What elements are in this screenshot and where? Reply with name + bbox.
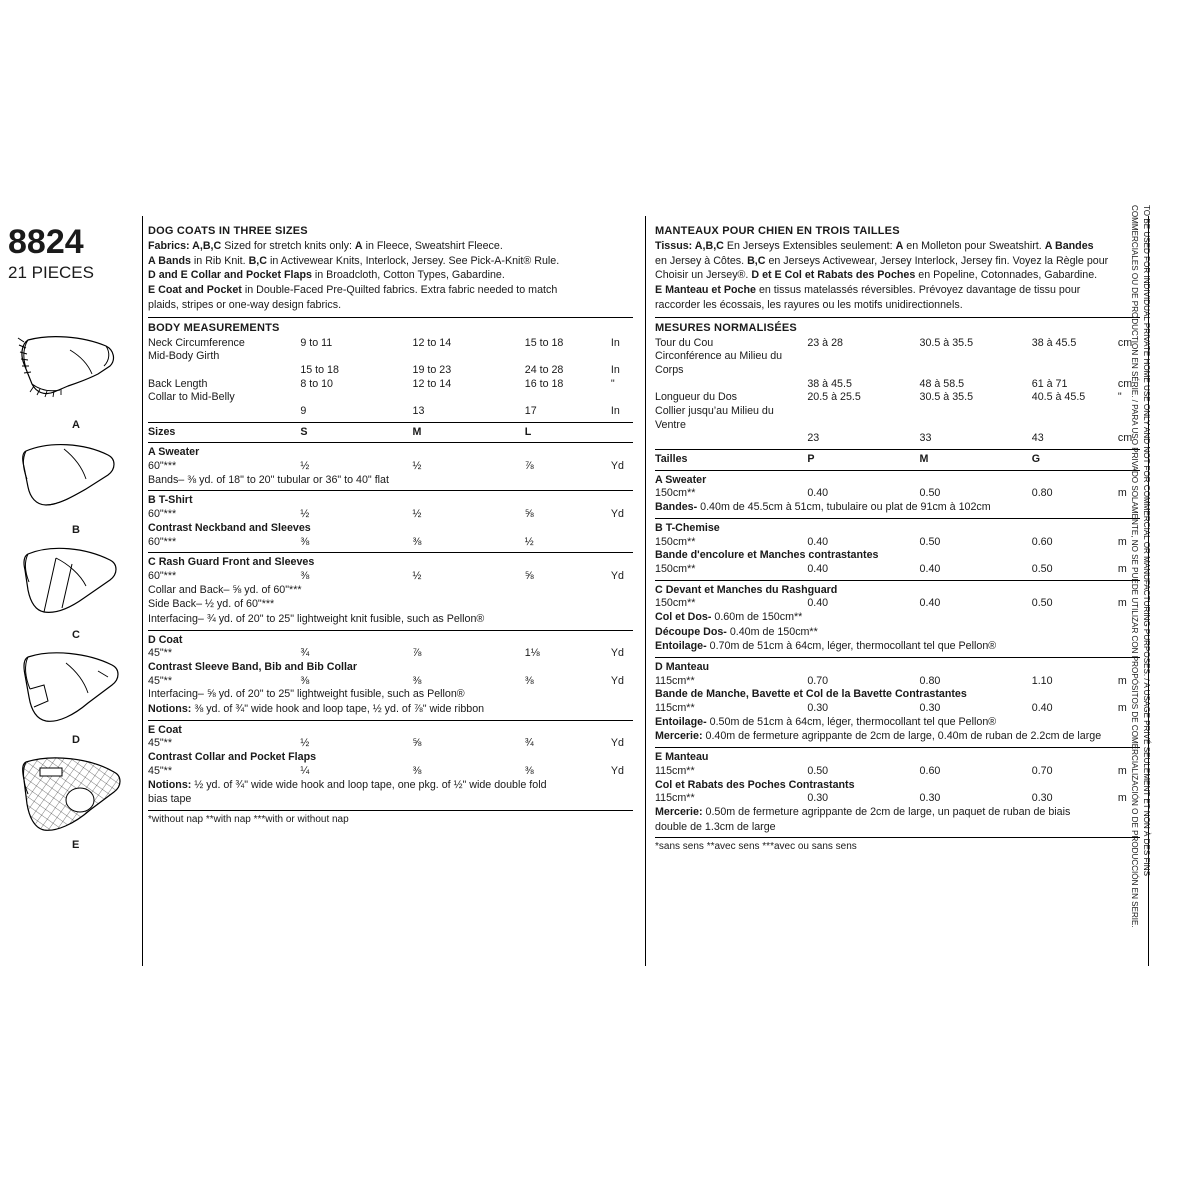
yardage-row <box>148 508 633 522</box>
meas-label: Collar to Mid-Belly <box>148 391 235 404</box>
yardage-head: B T-Shirt <box>148 494 193 507</box>
yardage-row <box>148 570 633 584</box>
fabrics-line: Tissus: A,B,C En Jerseys Extensibles seulement: A en Molleton pour Sweatshirt. A Bandes <box>655 240 1094 253</box>
rule <box>655 657 1140 658</box>
french-column <box>655 224 1140 854</box>
size-m: M <box>919 453 929 466</box>
meas-l: 16 to 18 <box>524 377 564 390</box>
english-fabrics <box>148 240 633 312</box>
size-g: G <box>1031 453 1041 466</box>
pattern-number: 8824 <box>8 223 84 261</box>
size-s: S <box>300 425 308 438</box>
table-row: Circonférence au Milieu du Corps <box>655 350 783 376</box>
size-l: L <box>524 425 532 438</box>
legal-notice <box>1126 205 1152 975</box>
yardage-head: Col et Rabats des Poches Contrastants <box>655 778 855 791</box>
table-row: 45"** ¾ ⅞ 1⅛ Yd <box>148 647 624 660</box>
notions-label: Mercerie: <box>655 730 703 743</box>
rule <box>148 630 633 631</box>
divider-left <box>142 216 143 966</box>
yardage-note: bias tape <box>148 793 192 806</box>
yardage-head: A Sweater <box>148 446 200 459</box>
divider-center <box>645 216 646 966</box>
meas-m: 12 to 14 <box>412 377 452 390</box>
meas-s: 9 to 11 <box>300 336 333 349</box>
table-row <box>148 426 633 440</box>
meas-m: 13 <box>412 405 425 418</box>
meas-unit <box>611 350 633 364</box>
rule <box>655 837 1140 838</box>
size-m: M <box>412 425 422 438</box>
meas-m: 19 to 23 <box>412 363 452 376</box>
illustration-label-e: E <box>72 839 80 851</box>
english-sizes-row <box>148 426 633 440</box>
notions-line <box>148 703 633 717</box>
table-row: Longueur du Dos 20.5 à 25.5 30.5 à 35.5 40.5 à 45.5 " <box>655 391 1122 404</box>
english-measurements-title: BODY MEASUREMENTS <box>148 321 280 334</box>
yardage-head: Contrast Collar and Pocket Flaps <box>148 751 317 764</box>
yardage-note: Bands– ⅜ yd. of 18" to 20" tubular or 36" to 40" flat <box>148 473 389 486</box>
french-fabrics <box>655 240 1140 312</box>
fabrics-line: en Jersey à Côtes. B,C en Jerseys Activewear, Jersey Interlock, Jersey fin. Voyez la Règle pour <box>655 254 1109 267</box>
meas-l: 15 to 18 <box>524 336 564 349</box>
meas-l <box>525 391 611 405</box>
notions-line <box>655 806 1140 820</box>
english-title: DOG COATS IN THREE SIZES <box>148 225 308 237</box>
illustration-a <box>10 330 140 433</box>
yardage-note: double de 1.3cm de large <box>655 820 776 833</box>
sheet <box>0 200 1200 980</box>
french-measurements-table <box>655 337 1140 447</box>
table-row <box>148 350 633 364</box>
rule <box>655 580 1140 581</box>
notions-line <box>148 779 633 793</box>
table-row: 60"*** ½ ½ ⅝ Yd <box>148 508 624 521</box>
rule <box>148 720 633 721</box>
english-measurements-table <box>148 337 633 419</box>
meas-m <box>413 350 525 364</box>
yardage-note: Interfacing– ⅝ yd. of 20" to 25" lightweight fusible, such as Pellon® <box>148 688 465 701</box>
yardage-note: Entoilage- 0.70m de 51cm à 64cm, léger, thermocollant tel que Pellon® <box>655 640 997 653</box>
table-row: 45"** ¼ ⅜ ⅜ Yd <box>148 764 624 777</box>
yardage-head: Contrast Neckband and Sleeves <box>148 521 311 534</box>
notions-line <box>655 730 1140 744</box>
fabrics-line: plaids, stripes or one-way design fabrics. <box>148 298 342 311</box>
rule <box>655 470 1140 471</box>
table-row: 115cm** 0.30 0.30 0.40 m <box>655 702 1127 715</box>
table-row <box>148 364 633 378</box>
yardage-row <box>655 765 1140 779</box>
meas-s: 9 <box>300 405 307 418</box>
meas-s <box>300 350 412 364</box>
yardage-head: Bande d'encolure et Manches contrastantes <box>655 549 879 562</box>
table-row: 45"** ½ ⅝ ¾ Yd <box>148 737 624 750</box>
meas-s <box>300 391 412 405</box>
dog-coat-view-d-drawing <box>10 645 138 745</box>
meas-unit: In <box>610 363 620 376</box>
table-row: 115cm** 0.50 0.60 0.70 m <box>655 764 1127 777</box>
table-row: 60"*** ⅜ ½ ⅝ Yd <box>148 569 624 582</box>
yardage-head: C Rash Guard Front and Sleeves <box>148 556 315 569</box>
sizes-label: Sizes <box>148 425 176 438</box>
rule <box>148 442 633 443</box>
legal-line-1: TO BE USED FOR INDIVIDUAL PRIVATE HOME USE ONLY AND NOT FOR COMMERCIAL OR MANUFACTURING PURPOSES. / A USAGE PRIVÉ SEULEMENT ET NON À DES FINS <box>1142 205 1151 876</box>
pattern-number-block <box>8 225 138 283</box>
table-row <box>148 337 633 351</box>
meas-label: Neck Circumference <box>148 336 245 349</box>
notions-label: Mercerie: <box>655 805 703 818</box>
rule <box>655 747 1140 748</box>
table-row <box>655 453 1140 467</box>
french-sizes-row <box>655 453 1140 467</box>
yardage-note: Side Back– ½ yd. of 60"*** <box>148 598 275 611</box>
table-row: Tour du Cou 23 à 28 30.5 à 35.5 38 à 45.5 cm <box>655 336 1133 349</box>
table-row <box>148 391 633 405</box>
meas-m <box>413 391 525 405</box>
fabrics-line: A Bands in Rib Knit. B,C in Activewear Knits, Interlock, Jersey. See Pick-A-Knit® Rule. <box>148 254 560 267</box>
view-illustrations <box>10 330 140 855</box>
yardage-note: Entoilage- 0.50m de 51cm à 64cm, léger, thermocollant tel que Pellon® <box>655 715 997 728</box>
table-row: 38 à 45.5 48 à 58.5 61 à 71 cm <box>807 377 1133 390</box>
yardage-row <box>148 647 633 661</box>
french-measurements-title: MESURES NORMALISÉES <box>655 321 797 334</box>
table-row: 60"*** ⅜ ⅜ ½ <box>148 535 534 548</box>
meas-l: 24 to 28 <box>524 363 564 376</box>
yardage-head: E Coat <box>148 723 182 736</box>
table-row: 150cm** 0.40 0.40 0.50 m <box>655 562 1127 575</box>
illustration-e <box>10 750 140 853</box>
yardage-head: C Devant et Manches du Rashguard <box>655 583 838 596</box>
table-row: 60"*** ½ ½ ⅞ Yd <box>148 460 624 473</box>
meas-s: 8 to 10 <box>300 377 333 390</box>
meas-label <box>148 364 300 378</box>
yardage-row <box>148 737 633 751</box>
rule <box>655 317 1140 318</box>
fabrics-line: Choisir un Jersey®. D et E Col et Rabats des Poches en Popeline, Cotonnades, Gabardine. <box>655 269 1098 282</box>
yardage-row <box>655 487 1140 501</box>
yardage-note: Bandes- 0.40m de 45.5cm à 51cm, tubulaire ou plat de 91cm à 102cm <box>655 501 991 514</box>
meas-s: 15 to 18 <box>300 363 339 376</box>
meas-l <box>525 350 611 364</box>
table-row: Collier jusqu’au Milieu du Ventre <box>655 405 774 431</box>
table-row: 150cm** 0.40 0.50 0.80 m <box>655 487 1127 500</box>
french-yardage <box>655 474 1140 835</box>
english-footnote: *without nap **with nap ***with or without nap <box>148 813 349 825</box>
meas-label: Back Length <box>148 377 208 390</box>
english-yardage <box>148 446 633 807</box>
meas-unit: In <box>610 405 620 418</box>
notions-label: Notions: <box>148 778 192 791</box>
illustration-label-c: C <box>72 629 80 641</box>
table-row: 115cm** 0.30 0.30 0.30 m <box>655 792 1127 805</box>
legal-line-2: COMMERCIALES OU DE PRODUCTION EN SÉRIE. / PARA USO PRIVADO SOLAMENTE, NO SE PUEDE UTILIZAR CON PROPÓSITOS DE COMERCIALIZACIÓN O DE PRODUCCIÓN EN SERIE. <box>1129 205 1139 928</box>
dog-coat-view-e-drawing <box>10 750 138 850</box>
illustration-d <box>10 645 140 748</box>
rule <box>148 490 633 491</box>
yardage-row <box>655 675 1140 689</box>
table-row: 23 33 43 cm <box>807 432 1133 445</box>
size-p: P <box>807 453 815 466</box>
yardage-head: Contrast Sleeve Band, Bib and Bib Collar <box>148 661 358 674</box>
rule <box>148 422 633 423</box>
notions-text: ⅜ yd. of ¾" wide hook and loop tape, ½ yd. of ⅞" wide ribbon <box>191 703 485 716</box>
notions-label: Notions: <box>148 703 192 716</box>
yardage-head: Bande de Manche, Bavette et Col de la Bavette Contrastantes <box>655 688 967 701</box>
yardage-note: Col et Dos- 0.60m de 150cm** <box>655 610 803 623</box>
fabrics-line: E Manteau et Poche en tissus matelassés réversibles. Prévoyez davantage de tissu pour <box>655 284 1081 297</box>
fabrics-label: Fabrics: A,B,C <box>148 240 222 253</box>
yardage-row <box>148 536 633 550</box>
table-row <box>148 378 633 392</box>
rule <box>148 317 633 318</box>
yardage-row <box>148 765 633 779</box>
meas-unit: In <box>610 336 620 349</box>
meas-m: 12 to 14 <box>412 336 452 349</box>
yardage-row <box>655 563 1140 577</box>
yardage-head: B T-Chemise <box>655 521 720 534</box>
illustration-b <box>10 435 140 538</box>
illustration-label-b: B <box>72 524 80 536</box>
table-row: 115cm** 0.70 0.80 1.10 m <box>655 674 1127 687</box>
table-row: 150cm** 0.40 0.50 0.60 m <box>655 535 1127 548</box>
fabrics-line: raccorder les écossais, les rayures ou les motifs unidirectionnels. <box>655 298 963 311</box>
yardage-head: A Sweater <box>655 473 707 486</box>
fabrics-line: D and E Collar and Pocket Flaps in Broadcloth, Cotton Types, Gabardine. <box>148 269 505 282</box>
yardage-note: Découpe Dos- 0.40m de 150cm** <box>655 625 818 638</box>
notions-text: ½ yd. of ¾" wide wide hook and loop tape, one pkg. of ½" wide double fold <box>191 778 547 791</box>
french-footnote: *sans sens **avec sens ***avec ou sans sens <box>655 841 857 853</box>
meas-unit <box>611 391 633 405</box>
rule <box>655 518 1140 519</box>
yardage-row <box>655 702 1140 716</box>
notions-text: 0.40m de fermeture agrippante de 2cm de large, 0.40m de ruban de 2.2cm de large <box>702 730 1102 743</box>
yardage-row <box>655 597 1140 611</box>
rule <box>148 810 633 811</box>
yardage-row <box>655 536 1140 550</box>
yardage-row <box>655 792 1140 806</box>
yardage-head: E Manteau <box>655 751 709 764</box>
meas-label: Mid-Body Girth <box>148 350 220 363</box>
yardage-head: D Manteau <box>655 661 710 674</box>
french-title: MANTEAUX POUR CHIEN EN TROIS TAILLES <box>655 225 900 237</box>
english-column <box>148 224 633 827</box>
illustration-c <box>10 540 140 643</box>
yardage-note: Collar and Back– ⅝ yd. of 60"*** <box>148 583 302 596</box>
fabrics-line: E Coat and Pocket in Double-Faced Pre-Quilted fabrics. Extra fabric needed to match <box>148 284 558 297</box>
notions-text: 0.50m de fermeture agrippante de 2cm de large, un paquet de ruban de biais <box>702 805 1071 818</box>
dog-coat-view-a-drawing <box>10 330 138 430</box>
yardage-note: Interfacing– ¾ yd. of 20" to 25" lightweight knit fusible, such as Pellon® <box>148 612 485 625</box>
meas-unit: " <box>610 377 615 390</box>
fabrics-line: Fabrics: A,B,C Sized for stretch knits only: A in Fleece, Sweatshirt Fleece. <box>148 240 503 253</box>
table-row <box>148 405 633 419</box>
dog-coat-view-c-drawing <box>10 540 138 640</box>
sizes-label: Tailles <box>655 453 688 466</box>
piece-count: 21 PIECES <box>8 263 94 282</box>
rule <box>148 552 633 553</box>
rule <box>655 449 1140 450</box>
illustration-label-d: D <box>72 734 80 746</box>
yardage-row <box>148 460 633 474</box>
illustration-label-a: A <box>72 419 80 431</box>
yardage-row <box>148 675 633 689</box>
table-row: 150cm** 0.40 0.40 0.50 m <box>655 597 1127 610</box>
dog-coat-view-b-drawing <box>10 435 138 535</box>
meas-label <box>148 405 300 419</box>
table-row: 45"** ⅜ ⅜ ⅜ Yd <box>148 674 624 687</box>
meas-l: 17 <box>524 405 537 418</box>
yardage-head: D Coat <box>148 633 183 646</box>
